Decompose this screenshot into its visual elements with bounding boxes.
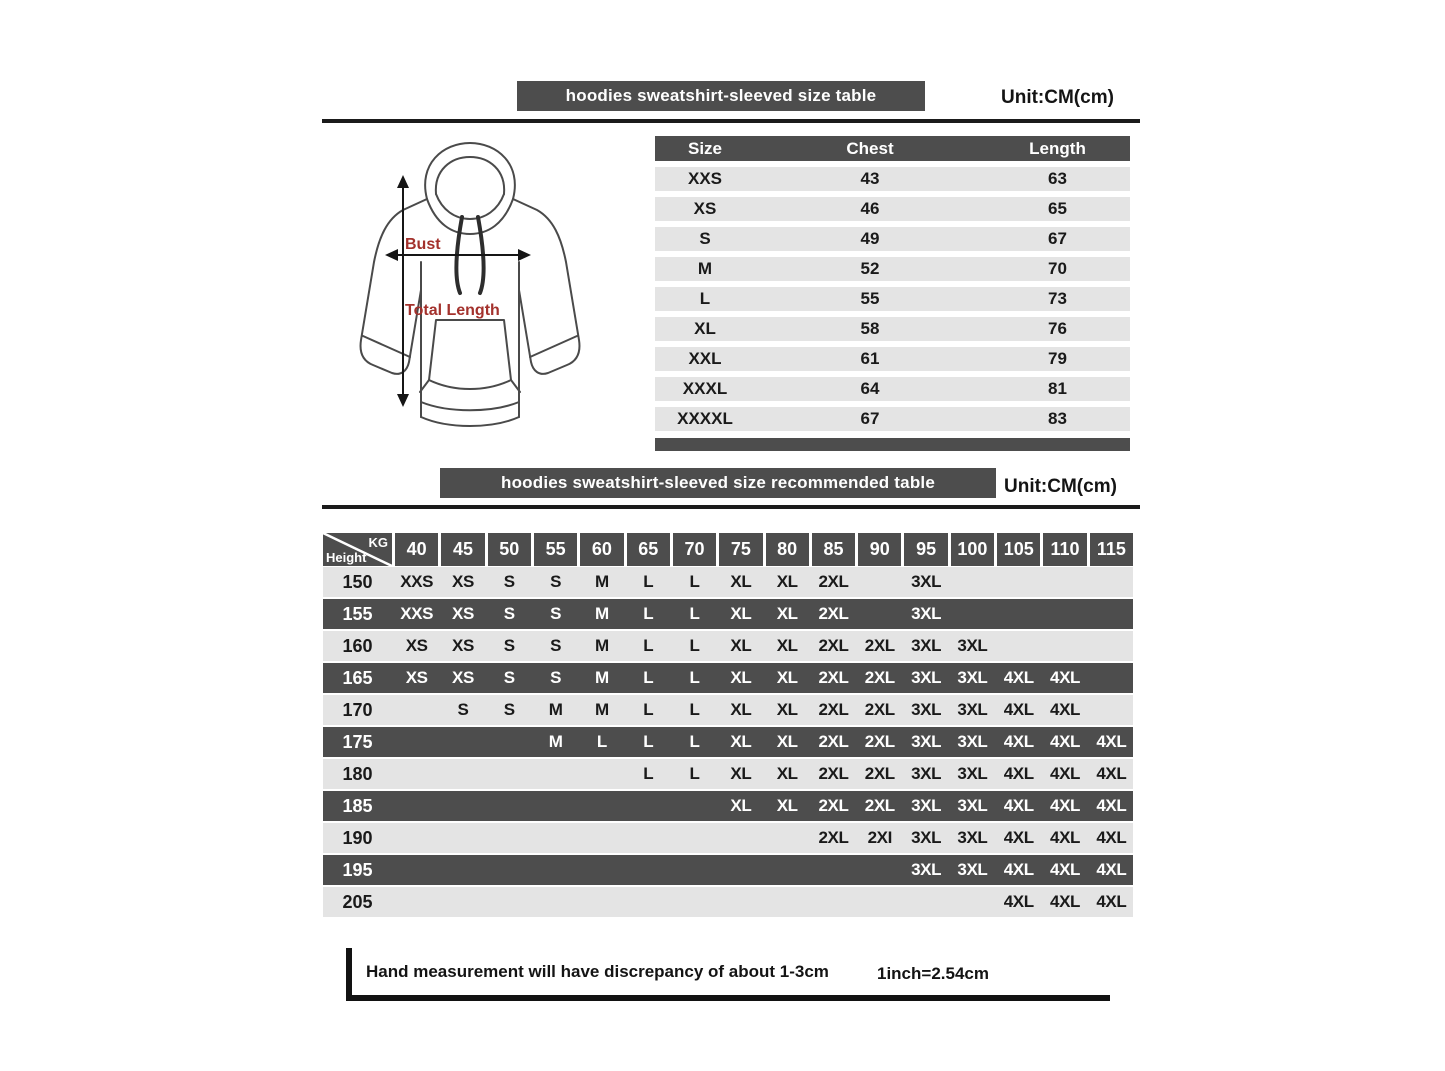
size-value-cell: 2XL [818, 700, 849, 719]
size-value-cell: 3XL [911, 860, 942, 879]
kg-column-header: 80 [766, 533, 809, 566]
size-value-cell: XL [776, 732, 798, 751]
chest-cell: 55 [860, 289, 880, 308]
kg-column-header: 90 [858, 533, 901, 566]
size-value-cell: M [595, 604, 609, 623]
size-table-body [655, 167, 1130, 431]
footer-left-bar [346, 948, 352, 1001]
kg-column-header: 110 [1043, 533, 1086, 566]
bust-label: Bust [405, 236, 441, 253]
size-value-cell: XXS [400, 572, 434, 591]
chest-cell: 64 [860, 379, 880, 398]
size-value-cell: 3XL [957, 796, 988, 815]
arrowhead-down [397, 394, 409, 407]
size-value-cell: M [548, 700, 563, 719]
size-value-cell: L [643, 764, 654, 783]
size-value-cell: XL [776, 572, 798, 591]
size-cell: S [699, 229, 711, 248]
size-value-cell: XL [776, 604, 798, 623]
recommended-table-unit-label: Unit:CM(cm) [1004, 476, 1117, 497]
hoodie-measurement-diagram [330, 132, 610, 462]
chest-cell: 49 [860, 229, 880, 248]
size-value-cell: XS [452, 604, 474, 623]
collar-fold-inner [436, 194, 504, 219]
size-value-cell: 4XL [1050, 764, 1081, 783]
kg-column-header: 50 [488, 533, 531, 566]
height-label: 150 [342, 571, 373, 592]
size-table-row [655, 197, 1130, 221]
size-value-cell: 2XI [867, 828, 892, 847]
height-label: 205 [342, 891, 373, 912]
height-label: 175 [342, 731, 373, 752]
size-value-cell: 3XL [911, 700, 942, 719]
size-value-cell: S [550, 604, 562, 623]
recommended-table-title-bar: hoodies sweatshirt-sleeved size recommended table [440, 468, 996, 498]
length-cell: 70 [1048, 259, 1067, 278]
size-cell: M [697, 259, 713, 278]
size-value-cell: 3XL [957, 636, 988, 655]
size-value-cell: 3XL [957, 828, 988, 847]
size-value-cell: L [689, 700, 700, 719]
kg-column-header: 40 [395, 533, 438, 566]
size-table-row [655, 257, 1130, 281]
size-value-cell: 2XL [818, 796, 849, 815]
size-value-cell: XL [730, 732, 752, 751]
size-value-cell: L [689, 572, 700, 591]
size-value-cell: 2XL [864, 796, 895, 815]
size-value-cell: L [643, 572, 654, 591]
height-label: 185 [342, 795, 373, 816]
chest-cell: 58 [860, 319, 880, 338]
left-sleeve [361, 199, 428, 374]
size-value-cell: 4XL [1096, 796, 1127, 815]
size-value-cell: 2XL [818, 764, 849, 783]
size-value-cell: 3XL [911, 732, 942, 751]
hood-opening [436, 157, 504, 194]
length-cell: 67 [1048, 229, 1067, 248]
arrowhead-up [397, 175, 409, 188]
height-label: 165 [342, 667, 373, 688]
size-value-cell: XL [730, 764, 752, 783]
size-value-cell: 2XL [864, 668, 895, 687]
chest-cell: 61 [860, 349, 880, 368]
chest-cell: 67 [860, 409, 880, 428]
size-value-cell: XS [452, 636, 474, 655]
size-table-row [655, 347, 1130, 371]
size-value-cell: L [596, 732, 607, 751]
kg-column-header: 85 [812, 533, 855, 566]
size-value-cell: S [503, 668, 515, 687]
rec-header-row [323, 533, 1133, 566]
size-table-bottom-bar [655, 438, 1130, 451]
total-length-label: Total Length [405, 302, 500, 319]
footer-bottom-line [346, 995, 1110, 1001]
hood-outline [425, 143, 515, 199]
rec-table-body [323, 567, 1133, 917]
size-value-cell: XS [405, 636, 428, 655]
size-value-cell: 3XL [911, 636, 942, 655]
kg-column-header: 70 [673, 533, 716, 566]
hem-bottom-line [421, 417, 519, 426]
size-value-cell: 4XL [1050, 892, 1081, 911]
size-value-cell: 4XL [1050, 796, 1081, 815]
size-value-cell: S [503, 700, 515, 719]
size-cell: XXL [688, 349, 722, 368]
size-table-header-row [655, 136, 1130, 161]
height-label: 190 [342, 827, 373, 848]
rec-row-165 [323, 663, 1133, 693]
size-value-cell: 4XL [1003, 860, 1034, 879]
size-value-cell: XL [730, 668, 752, 687]
arrowhead-left [385, 249, 398, 261]
size-value-cell: L [643, 604, 654, 623]
size-value-cell: XL [776, 636, 798, 655]
corner-kg-label: KG [368, 535, 388, 550]
size-table-row [655, 167, 1130, 191]
kg-column-header: 95 [904, 533, 947, 566]
size-value-cell: 3XL [911, 764, 942, 783]
size-value-cell: XS [452, 572, 474, 591]
size-cell: XXS [687, 169, 723, 188]
size-value-cell: S [550, 636, 562, 655]
size-value-cell: XL [776, 668, 798, 687]
size-value-cell: XL [776, 796, 798, 815]
size-value-cell: 2XL [864, 764, 895, 783]
size-value-cell: L [643, 668, 654, 687]
size-table-row [655, 317, 1130, 341]
size-value-cell: XL [730, 796, 752, 815]
size-value-cell: M [595, 572, 609, 591]
size-value-cell: L [689, 764, 700, 783]
size-cell: XL [694, 319, 716, 338]
size-table-row [655, 377, 1130, 401]
height-label: 180 [342, 763, 373, 784]
size-value-cell: S [550, 668, 562, 687]
size-value-cell: 4XL [1096, 892, 1127, 911]
height-label: 155 [342, 603, 373, 624]
size-value-cell: L [689, 604, 700, 623]
size-value-cell: XL [776, 700, 798, 719]
size-cell: XS [693, 199, 717, 218]
recommended-size-table [323, 533, 1133, 919]
size-value-cell: 3XL [911, 796, 942, 815]
size-value-cell: 2XL [818, 604, 849, 623]
length-cell: 81 [1048, 379, 1067, 398]
size-table-unit-label: Unit:CM(cm) [1001, 87, 1114, 108]
size-value-cell: M [548, 732, 563, 751]
kg-column-header: 105 [997, 533, 1040, 566]
length-cell: 63 [1048, 169, 1067, 188]
chest-cell: 46 [860, 199, 880, 218]
size-value-cell: 3XL [957, 860, 988, 879]
rec-row-185 [323, 791, 1133, 821]
collar-fold-outer [427, 199, 513, 234]
length-cell: 76 [1048, 319, 1067, 338]
height-label: 160 [342, 635, 373, 656]
size-value-cell: L [643, 732, 654, 751]
kg-height-corner-cell [323, 533, 392, 566]
size-table-row [655, 287, 1130, 311]
size-value-cell: 4XL [1050, 700, 1081, 719]
inch-conversion-note: 1inch=2.54cm [877, 964, 989, 983]
size-table-row [655, 407, 1130, 431]
length-cell: 65 [1048, 199, 1067, 218]
size-value-cell: L [643, 636, 654, 655]
size-value-cell: 3XL [957, 732, 988, 751]
size-value-cell: L [689, 732, 700, 751]
size-value-cell: 4XL [1096, 860, 1127, 879]
size-value-cell: S [457, 700, 469, 719]
size-value-cell: 2XL [818, 732, 849, 751]
rec-row-190 [323, 823, 1133, 853]
size-value-cell: S [503, 572, 515, 591]
size-cell: XXXXL [677, 409, 733, 428]
size-table-title-bar: hoodies sweatshirt-sleeved size table [517, 81, 925, 111]
size-value-cell: L [643, 700, 654, 719]
size-value-cell: 2XL [864, 700, 895, 719]
divider-line-middle [322, 505, 1140, 509]
size-value-cell: 4XL [1003, 700, 1034, 719]
size-value-cell: 3XL [957, 764, 988, 783]
hem-top-line [421, 402, 519, 410]
size-value-cell: M [595, 700, 609, 719]
height-label: 195 [342, 859, 373, 880]
pocket-outline [429, 320, 511, 389]
kg-column-header: 100 [951, 533, 994, 566]
size-value-cell: 4XL [1096, 732, 1127, 751]
size-value-cell: XS [452, 668, 474, 687]
size-value-cell: XS [405, 668, 428, 687]
size-value-cell: 2XL [818, 828, 849, 847]
size-table [655, 136, 1130, 451]
length-cell: 73 [1048, 289, 1067, 308]
rec-row-155 [323, 599, 1133, 629]
size-value-cell: 4XL [1003, 764, 1034, 783]
rec-row-150 [323, 567, 1133, 597]
size-value-cell: 2XL [818, 572, 849, 591]
kg-column-header: 60 [580, 533, 623, 566]
size-value-cell: 4XL [1003, 796, 1034, 815]
size-value-cell: 4XL [1050, 828, 1081, 847]
size-cell: XXXL [682, 379, 728, 398]
kg-column-header: 115 [1090, 533, 1133, 566]
corner-height-label: Height [326, 550, 367, 565]
measurement-note: Hand measurement will have discrepancy of about 1-3cm [366, 962, 829, 981]
rec-row-195 [323, 855, 1133, 885]
size-value-cell: S [550, 572, 562, 591]
column-header-chest: Chest [846, 138, 894, 158]
size-value-cell: M [595, 668, 609, 687]
rec-row-180 [323, 759, 1133, 789]
column-header-size: Size [687, 138, 723, 158]
size-value-cell: 4XL [1003, 668, 1034, 687]
size-value-cell: 2XL [864, 636, 895, 655]
height-label: 170 [342, 699, 373, 720]
kg-column-header: 75 [719, 533, 762, 566]
rec-row-205 [323, 887, 1133, 917]
right-cuff-line [530, 336, 577, 357]
size-value-cell: 3XL [911, 572, 942, 591]
size-value-cell: 2XL [864, 732, 895, 751]
size-value-cell: 3XL [911, 668, 942, 687]
column-header-length: Length [1029, 138, 1086, 158]
right-sleeve [513, 199, 580, 374]
size-value-cell: 4XL [1003, 828, 1034, 847]
chest-cell: 43 [860, 169, 880, 188]
rec-row-160 [323, 631, 1133, 661]
size-value-cell: 3XL [911, 828, 942, 847]
size-value-cell: 3XL [911, 604, 942, 623]
size-value-cell: 4XL [1050, 860, 1081, 879]
size-value-cell: L [689, 636, 700, 655]
length-cell: 83 [1048, 409, 1067, 428]
size-table-row [655, 227, 1130, 251]
size-value-cell: 2XL [818, 668, 849, 687]
size-value-cell: XXS [400, 604, 434, 623]
size-value-cell: 4XL [1050, 668, 1081, 687]
divider-line-top [322, 119, 1140, 123]
size-value-cell: XL [730, 572, 752, 591]
kg-column-header: 65 [627, 533, 670, 566]
kg-column-header: 55 [534, 533, 577, 566]
size-value-cell: 4XL [1050, 732, 1081, 751]
size-value-cell: 2XL [818, 636, 849, 655]
size-value-cell: L [689, 668, 700, 687]
size-value-cell: 3XL [957, 700, 988, 719]
rec-row-175 [323, 727, 1133, 757]
size-value-cell: XL [730, 700, 752, 719]
rec-row-170 [323, 695, 1133, 725]
length-cell: 79 [1048, 349, 1067, 368]
size-cell: L [699, 289, 711, 308]
chest-cell: 52 [860, 259, 880, 278]
size-value-cell: M [595, 636, 609, 655]
size-value-cell: 4XL [1096, 764, 1127, 783]
size-value-cell: 4XL [1096, 828, 1127, 847]
size-value-cell: 3XL [957, 668, 988, 687]
arrowhead-right [518, 249, 531, 261]
kg-column-header: 45 [441, 533, 484, 566]
size-value-cell: 4XL [1003, 732, 1034, 751]
size-value-cell: S [503, 636, 515, 655]
size-value-cell: 4XL [1003, 892, 1034, 911]
size-value-cell: XL [730, 636, 752, 655]
size-value-cell: XL [730, 604, 752, 623]
size-value-cell: XL [776, 764, 798, 783]
size-value-cell: S [503, 604, 515, 623]
